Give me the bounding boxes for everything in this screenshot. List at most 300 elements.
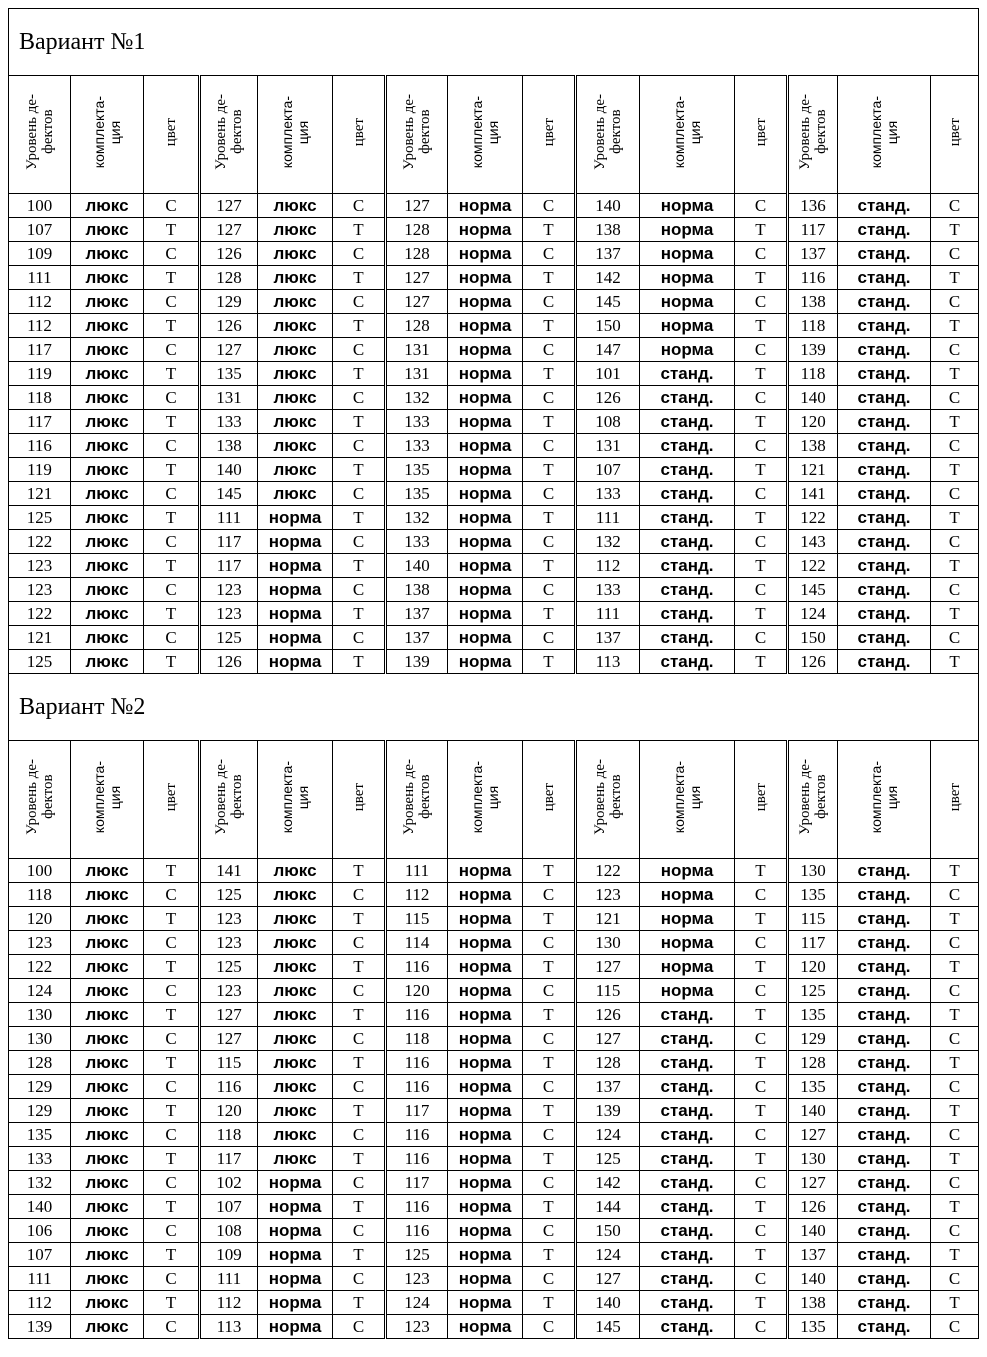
header-defect-level-label: Уровень де- фектов <box>592 759 624 835</box>
table-row <box>9 242 979 266</box>
color-cell: Т <box>931 650 979 674</box>
header-defect-level <box>788 741 838 859</box>
defect-level-cell: 116 <box>9 434 71 458</box>
color-cell: Т <box>523 410 576 434</box>
defect-level-cell: 116 <box>386 1003 448 1027</box>
defect-level-cell: 125 <box>200 955 258 979</box>
color-cell: Т <box>333 1051 386 1075</box>
defect-level-cell: 125 <box>9 506 71 530</box>
kit-cell: норма <box>258 1219 333 1243</box>
color-cell: Т <box>735 602 788 626</box>
table-row <box>9 218 979 242</box>
kit-cell: станд. <box>640 386 735 410</box>
defect-level-cell: 112 <box>200 1291 258 1315</box>
color-cell: Т <box>735 506 788 530</box>
kit-cell: люкс <box>258 1051 333 1075</box>
color-cell: С <box>931 883 979 907</box>
kit-cell: люкс <box>71 1315 144 1339</box>
color-cell: С <box>144 1219 200 1243</box>
defect-level-cell: 114 <box>386 931 448 955</box>
color-cell: С <box>144 194 200 218</box>
kit-cell: люкс <box>71 602 144 626</box>
kit-cell: станд. <box>838 931 931 955</box>
color-cell: С <box>523 626 576 650</box>
kit-cell: люкс <box>258 859 333 883</box>
header-kit-label: комплекта- ция <box>91 760 123 834</box>
kit-cell: люкс <box>71 1243 144 1267</box>
color-cell: Т <box>333 266 386 290</box>
header-defect-level-label: Уровень де- фектов <box>401 94 433 170</box>
color-cell: С <box>144 290 200 314</box>
color-cell: С <box>144 1027 200 1051</box>
header-defect-level <box>9 741 71 859</box>
color-cell: Т <box>931 1243 979 1267</box>
color-cell: Т <box>144 506 200 530</box>
header-color <box>735 741 788 859</box>
color-cell: С <box>931 1171 979 1195</box>
kit-cell: станд. <box>838 434 931 458</box>
color-cell: Т <box>333 218 386 242</box>
header-defect-level <box>9 76 71 194</box>
kit-cell: норма <box>448 386 523 410</box>
defect-level-cell: 127 <box>788 1171 838 1195</box>
color-cell: С <box>144 1123 200 1147</box>
defect-level-cell: 112 <box>386 883 448 907</box>
defect-level-cell: 111 <box>200 506 258 530</box>
kit-cell: норма <box>448 955 523 979</box>
defect-level-cell: 130 <box>788 859 838 883</box>
variant-title: Вариант №2 <box>9 674 979 741</box>
header-kit-label: комплекта- ция <box>868 760 900 834</box>
color-cell: Т <box>523 266 576 290</box>
color-cell: Т <box>333 1003 386 1027</box>
color-cell: С <box>523 1267 576 1291</box>
kit-cell: станд. <box>838 1099 931 1123</box>
header-color-label: цвет <box>946 782 963 812</box>
color-cell: Т <box>333 1243 386 1267</box>
color-cell: Т <box>333 314 386 338</box>
color-cell: Т <box>735 1243 788 1267</box>
kit-cell: люкс <box>71 1291 144 1315</box>
color-cell: Т <box>931 859 979 883</box>
defect-level-cell: 139 <box>576 1099 640 1123</box>
color-cell: Т <box>523 458 576 482</box>
color-cell: С <box>333 1027 386 1051</box>
kit-cell: норма <box>448 1315 523 1339</box>
defect-level-cell: 145 <box>200 482 258 506</box>
defect-level-cell: 122 <box>788 554 838 578</box>
kit-cell: норма <box>448 1051 523 1075</box>
defect-level-cell: 124 <box>576 1243 640 1267</box>
column-header-row <box>9 76 979 194</box>
kit-cell: норма <box>258 1291 333 1315</box>
color-cell: С <box>333 1123 386 1147</box>
kit-cell: станд. <box>838 578 931 602</box>
kit-cell: станд. <box>838 266 931 290</box>
color-cell: Т <box>931 458 979 482</box>
defect-level-cell: 123 <box>9 931 71 955</box>
kit-cell: люкс <box>71 883 144 907</box>
defect-level-cell: 118 <box>9 883 71 907</box>
color-cell: Т <box>144 955 200 979</box>
color-cell: С <box>333 1219 386 1243</box>
color-cell: С <box>333 482 386 506</box>
color-cell: Т <box>735 1099 788 1123</box>
defect-level-cell: 113 <box>200 1315 258 1339</box>
defect-level-cell: 138 <box>788 1291 838 1315</box>
kit-cell: люкс <box>258 979 333 1003</box>
defect-level-cell: 127 <box>200 338 258 362</box>
defect-level-cell: 116 <box>386 1219 448 1243</box>
kit-cell: станд. <box>838 1315 931 1339</box>
table-row <box>9 266 979 290</box>
defect-level-cell: 108 <box>200 1219 258 1243</box>
color-cell: Т <box>333 907 386 931</box>
defect-level-cell: 127 <box>386 290 448 314</box>
defect-level-cell: 129 <box>788 1027 838 1051</box>
color-cell: Т <box>144 362 200 386</box>
defect-level-cell: 117 <box>200 554 258 578</box>
kit-cell: норма <box>448 931 523 955</box>
defect-level-cell: 117 <box>386 1099 448 1123</box>
kit-cell: люкс <box>71 434 144 458</box>
defect-level-cell: 115 <box>200 1051 258 1075</box>
color-cell: Т <box>735 410 788 434</box>
header-defect-level-label: Уровень де- фектов <box>592 94 624 170</box>
table-row <box>9 1099 979 1123</box>
kit-cell: норма <box>640 266 735 290</box>
defect-level-cell: 137 <box>788 242 838 266</box>
kit-cell: люкс <box>71 650 144 674</box>
kit-cell: станд. <box>838 1027 931 1051</box>
kit-cell: люкс <box>258 314 333 338</box>
kit-cell: люкс <box>258 931 333 955</box>
defect-level-cell: 121 <box>9 626 71 650</box>
header-kit <box>640 741 735 859</box>
kit-cell: норма <box>448 1099 523 1123</box>
defect-level-cell: 100 <box>9 194 71 218</box>
color-cell: Т <box>735 1147 788 1171</box>
color-cell: С <box>735 530 788 554</box>
defect-level-cell: 116 <box>386 1123 448 1147</box>
table-row <box>9 979 979 1003</box>
kit-cell: норма <box>448 1243 523 1267</box>
defect-level-cell: 124 <box>788 602 838 626</box>
color-cell: С <box>523 242 576 266</box>
color-cell: Т <box>735 458 788 482</box>
color-cell: Т <box>333 650 386 674</box>
defect-level-cell: 116 <box>386 1075 448 1099</box>
color-cell: С <box>144 883 200 907</box>
color-cell: Т <box>523 602 576 626</box>
kit-cell: станд. <box>640 650 735 674</box>
table-row <box>9 883 979 907</box>
defect-level-cell: 150 <box>788 626 838 650</box>
color-cell: С <box>931 1123 979 1147</box>
kit-cell: станд. <box>838 979 931 1003</box>
kit-cell: станд. <box>838 907 931 931</box>
header-defect-level <box>200 76 258 194</box>
color-cell: Т <box>333 410 386 434</box>
color-cell: Т <box>735 266 788 290</box>
defect-level-cell: 140 <box>788 1267 838 1291</box>
color-cell: С <box>144 482 200 506</box>
color-cell: С <box>523 290 576 314</box>
color-cell: С <box>931 242 979 266</box>
defect-level-cell: 129 <box>9 1099 71 1123</box>
kit-cell: люкс <box>71 626 144 650</box>
header-kit-label: комплекта- ция <box>469 95 501 169</box>
color-cell: С <box>735 242 788 266</box>
kit-cell: станд. <box>838 1243 931 1267</box>
kit-cell: норма <box>448 458 523 482</box>
defect-level-cell: 137 <box>576 1075 640 1099</box>
kit-cell: станд. <box>640 1003 735 1027</box>
kit-cell: станд. <box>838 602 931 626</box>
kit-cell: станд. <box>838 290 931 314</box>
defect-level-cell: 142 <box>576 266 640 290</box>
color-cell: С <box>931 290 979 314</box>
kit-cell: норма <box>448 1003 523 1027</box>
header-defect-level-label: Уровень де- фектов <box>23 94 56 170</box>
color-cell: Т <box>523 1243 576 1267</box>
kit-cell: станд. <box>640 1243 735 1267</box>
kit-cell: люкс <box>258 1003 333 1027</box>
color-cell: Т <box>144 1099 200 1123</box>
color-cell: С <box>523 1075 576 1099</box>
defect-level-cell: 107 <box>9 218 71 242</box>
kit-cell: станд. <box>838 338 931 362</box>
color-cell: С <box>931 1267 979 1291</box>
kit-cell: люкс <box>258 218 333 242</box>
table-row <box>9 362 979 386</box>
defect-level-cell: 116 <box>386 1195 448 1219</box>
kit-cell: норма <box>448 194 523 218</box>
table-row <box>9 626 979 650</box>
color-cell: Т <box>931 1099 979 1123</box>
defect-level-cell: 115 <box>576 979 640 1003</box>
defect-level-cell: 144 <box>576 1195 640 1219</box>
color-cell: С <box>144 530 200 554</box>
color-cell: С <box>333 1315 386 1339</box>
defect-level-cell: 126 <box>788 1195 838 1219</box>
color-cell: С <box>735 1027 788 1051</box>
header-color <box>523 741 576 859</box>
color-cell: Т <box>333 362 386 386</box>
kit-cell: норма <box>258 602 333 626</box>
kit-cell: люкс <box>258 338 333 362</box>
color-cell: С <box>144 1171 200 1195</box>
kit-cell: норма <box>448 218 523 242</box>
defect-level-cell: 132 <box>9 1171 71 1195</box>
defect-level-cell: 113 <box>576 650 640 674</box>
color-cell: Т <box>333 955 386 979</box>
kit-cell: люкс <box>71 554 144 578</box>
defect-level-cell: 140 <box>576 1291 640 1315</box>
kit-cell: норма <box>448 883 523 907</box>
defect-level-cell: 119 <box>9 362 71 386</box>
defect-level-cell: 120 <box>788 410 838 434</box>
header-defect-level-label: Уровень де- фектов <box>797 759 829 835</box>
kit-cell: люкс <box>71 218 144 242</box>
table-row <box>9 955 979 979</box>
defect-level-cell: 131 <box>386 362 448 386</box>
header-defect-level <box>576 76 640 194</box>
kit-cell: люкс <box>71 1099 144 1123</box>
header-color <box>931 741 979 859</box>
kit-cell: норма <box>448 578 523 602</box>
kit-cell: станд. <box>640 1195 735 1219</box>
defect-level-cell: 128 <box>386 218 448 242</box>
kit-cell: люкс <box>71 1195 144 1219</box>
kit-cell: норма <box>448 1171 523 1195</box>
defect-level-cell: 117 <box>200 530 258 554</box>
defect-level-cell: 138 <box>200 434 258 458</box>
color-cell: Т <box>931 410 979 434</box>
kit-cell: норма <box>448 979 523 1003</box>
color-cell: Т <box>931 218 979 242</box>
kit-cell: станд. <box>838 1051 931 1075</box>
color-cell: Т <box>735 362 788 386</box>
kit-cell: норма <box>640 859 735 883</box>
kit-cell: люкс <box>71 506 144 530</box>
defect-level-cell: 141 <box>788 482 838 506</box>
color-cell: С <box>144 386 200 410</box>
kit-cell: люкс <box>71 955 144 979</box>
kit-cell: люкс <box>258 386 333 410</box>
variant-title-row <box>9 9 979 76</box>
color-cell: Т <box>333 1099 386 1123</box>
color-cell: Т <box>735 554 788 578</box>
color-cell: Т <box>523 1147 576 1171</box>
kit-cell: люкс <box>71 931 144 955</box>
color-cell: С <box>735 578 788 602</box>
defect-level-cell: 123 <box>200 907 258 931</box>
kit-cell: люкс <box>71 530 144 554</box>
defect-level-cell: 140 <box>9 1195 71 1219</box>
color-cell: С <box>333 883 386 907</box>
defect-level-cell: 123 <box>576 883 640 907</box>
kit-cell: станд. <box>640 362 735 386</box>
column-header-row <box>9 741 979 859</box>
defect-level-cell: 143 <box>788 530 838 554</box>
kit-cell: норма <box>258 626 333 650</box>
color-cell: С <box>735 290 788 314</box>
color-cell: Т <box>735 1291 788 1315</box>
kit-cell: норма <box>258 1195 333 1219</box>
defect-level-cell: 117 <box>200 1147 258 1171</box>
kit-cell: норма <box>448 1219 523 1243</box>
defect-level-cell: 130 <box>788 1147 838 1171</box>
header-color-label: цвет <box>752 117 769 147</box>
table-row <box>9 290 979 314</box>
defect-level-cell: 109 <box>9 242 71 266</box>
kit-cell: станд. <box>640 1219 735 1243</box>
defect-level-cell: 125 <box>386 1243 448 1267</box>
color-cell: С <box>735 979 788 1003</box>
defect-level-cell: 128 <box>386 242 448 266</box>
defect-level-cell: 125 <box>788 979 838 1003</box>
defect-level-cell: 150 <box>576 1219 640 1243</box>
kit-cell: норма <box>258 1267 333 1291</box>
defect-level-cell: 123 <box>386 1315 448 1339</box>
color-cell: Т <box>523 1195 576 1219</box>
kit-cell: норма <box>258 1315 333 1339</box>
table-row <box>9 578 979 602</box>
kit-cell: люкс <box>71 386 144 410</box>
defect-level-cell: 130 <box>9 1003 71 1027</box>
defect-level-cell: 116 <box>386 1051 448 1075</box>
defect-level-cell: 101 <box>576 362 640 386</box>
kit-cell: станд. <box>640 482 735 506</box>
color-cell: С <box>931 1219 979 1243</box>
kit-cell: люкс <box>71 1051 144 1075</box>
table-row <box>9 386 979 410</box>
color-cell: Т <box>523 554 576 578</box>
color-cell: Т <box>523 650 576 674</box>
header-kit-label: комплекта- ция <box>671 95 703 169</box>
kit-cell: станд. <box>838 218 931 242</box>
color-cell: С <box>523 1171 576 1195</box>
kit-cell: норма <box>448 650 523 674</box>
color-cell: С <box>735 1123 788 1147</box>
color-cell: Т <box>333 1291 386 1315</box>
defect-level-cell: 150 <box>576 314 640 338</box>
defect-level-cell: 127 <box>200 194 258 218</box>
color-cell: Т <box>735 1003 788 1027</box>
color-cell: С <box>931 386 979 410</box>
header-kit <box>71 741 144 859</box>
kit-cell: станд. <box>838 458 931 482</box>
table-row <box>9 859 979 883</box>
table-row <box>9 338 979 362</box>
defect-level-cell: 138 <box>788 434 838 458</box>
kit-cell: норма <box>448 1027 523 1051</box>
color-cell: Т <box>523 1003 576 1027</box>
defect-level-cell: 137 <box>576 626 640 650</box>
kit-cell: станд. <box>838 482 931 506</box>
kit-cell: станд. <box>838 1003 931 1027</box>
color-cell: С <box>144 1075 200 1099</box>
variants-table <box>8 8 979 1339</box>
kit-cell: станд. <box>640 578 735 602</box>
color-cell: Т <box>735 1051 788 1075</box>
kit-cell: люкс <box>71 482 144 506</box>
defect-level-cell: 120 <box>788 955 838 979</box>
color-cell: С <box>333 338 386 362</box>
kit-cell: люкс <box>71 362 144 386</box>
color-cell: Т <box>523 1291 576 1315</box>
color-cell: Т <box>931 1003 979 1027</box>
color-cell: Т <box>931 314 979 338</box>
kit-cell: станд. <box>640 434 735 458</box>
kit-cell: станд. <box>838 1267 931 1291</box>
color-cell: Т <box>735 314 788 338</box>
color-cell: Т <box>735 1195 788 1219</box>
defect-level-cell: 135 <box>788 1315 838 1339</box>
defect-level-cell: 111 <box>9 1267 71 1291</box>
defect-level-cell: 117 <box>9 338 71 362</box>
kit-cell: норма <box>640 242 735 266</box>
defect-level-cell: 122 <box>9 602 71 626</box>
defect-level-cell: 140 <box>200 458 258 482</box>
header-kit <box>258 76 333 194</box>
kit-cell: люкс <box>71 1171 144 1195</box>
color-cell: С <box>523 883 576 907</box>
color-cell: Т <box>144 650 200 674</box>
header-color <box>333 76 386 194</box>
kit-cell: норма <box>448 1195 523 1219</box>
